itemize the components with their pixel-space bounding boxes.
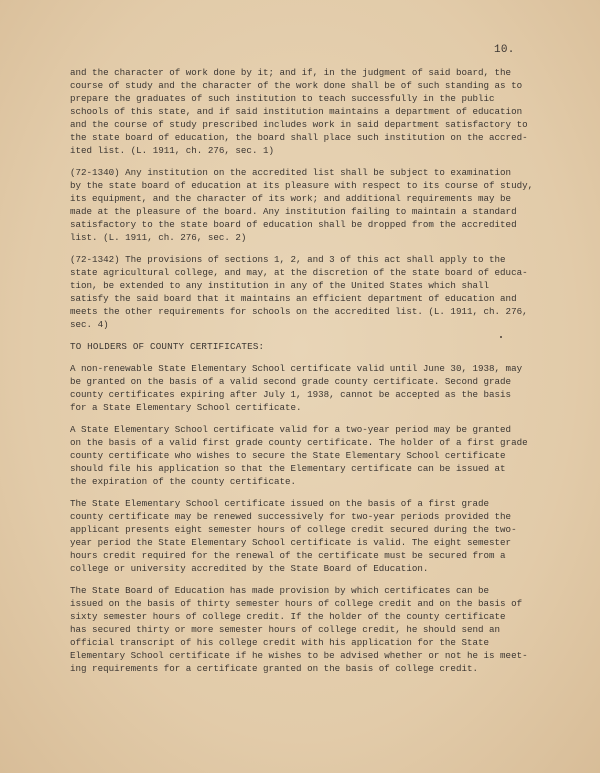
paragraph-72-1342: (72-1342) The provisions of sections 1, 2, and 3 of this act shall apply to the state agricultural college, and may, at the discretion of the state board of educa- tion, be extended to any institution in any of the United States which shall satisfy the said board that it maintains an efficient department of education and meets the other requirements for schools on the accredited list. (L. 1911, ch. 276, sec. 4) [70, 254, 528, 330]
page-number: 10. [494, 44, 515, 56]
paragraph-two-year-certificate: A State Elementary School certificate valid for a two-year period may be granted on the basis of a valid first grade county certificate. The holder of a first grade county certificate who wishes to secure the State Elementary School certificate should file his application so that the Elementary certificate can be issued at the expiration of the county certificate. [70, 424, 528, 487]
paragraph-college-credit-provision: The State Board of Education has made provision by which certificates can be issued on the basis of thirty semester hours of college credit and on the basis of sixty semester hours of college credit. If the holder of the county certificate has secured thirty or more semester hours of college credit, he should send an official transcript of his college credit with his application for the State Elementary School certificate if he wishes to be advised whether or not he is meet- ing requirements for a certificate granted on the basis of college credit. [70, 585, 528, 674]
paragraph-accredited-list-continuation: and the character of work done by it; and if, in the judgment of said board, the course of study and the character of the work done shall be of such standing as to prepare the graduates of such institution to teach successfully in the public schools of this state, and if said institution maintains a department of education and the course of study prescribed includes work in said department satisfactory to the state board of education, the board shall place such institution on the accred- ited list. (L. 1911, ch. 276, sec. 1) [70, 67, 528, 156]
document-body [70, 66, 548, 684]
paragraph-72-1340: (72-1340) Any institution on the accredited list shall be subject to examination by the state board of education at its pleasure with respect to its course of study, its equipment, and the character of its work; and additional requirements may be made at the pleasure of the board. Any institution failing to maintain a standard satisfactory to the state board of education shall be dropped from the accredited list. (L. 1911, ch. 276, sec. 2) [70, 167, 534, 243]
paragraph-certificate-renewal: The State Elementary School certificate issued on the basis of a first grade county certificate may be renewed successively for two-year periods provided the applicant presents eight semester hours of college credit secured during the two- year period the State Elementary School certificate is valid. The eight semester hours credit required for the renewal of the certificate must be secured from a college or university accredited by the State Board of Education. [70, 498, 517, 574]
section-heading: TO HOLDERS OF COUNTY CERTIFICATES: [70, 341, 265, 352]
paragraph-non-renewable-certificate: A non-renewable State Elementary School certificate valid until June 30, 1938, may be granted on the basis of a valid second grade county certificate. Second grade county certificates expiring after July 1, 1938, cannot be accepted as the basis for a State Elementary School certificate. [70, 363, 523, 413]
stray-mark [500, 336, 502, 338]
